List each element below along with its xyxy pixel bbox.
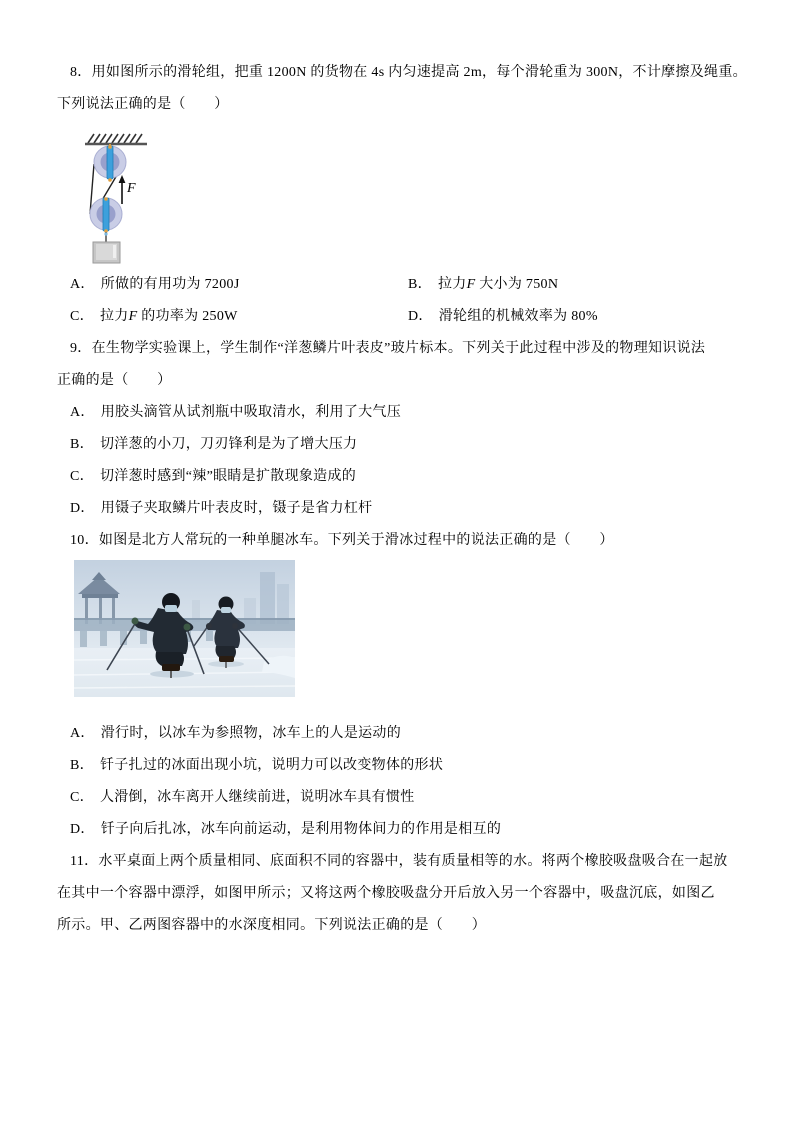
option-9d-text: 用镊子夹取鳞片叶表皮时，镊子是省力杠杆	[100, 501, 373, 516]
pulley-figure-svg	[70, 130, 154, 265]
option-10b	[57, 750, 737, 782]
option-8b-text-post: 大小为 750N	[475, 277, 559, 292]
option-10a-text: 滑行时，以冰车为参照物，冰车上的人是运动的	[100, 726, 402, 741]
option-9a	[57, 397, 737, 429]
question-11-line-1: 11．水平桌面上两个质量相同、底面积不同的容器中，装有质量相等的水。将两个橡胶吸盘吸合在一起放	[70, 854, 728, 869]
option-9a-text: 用胶头滴管从试剂瓶中吸取清水，利用了大气压	[100, 405, 402, 420]
option-10c-text: 人滑倒，冰车离开人继续前进，说明冰车具有惯性	[99, 790, 415, 805]
option-9d-key: D．	[70, 501, 95, 516]
option-8d	[395, 301, 737, 333]
question-8-line-2: 下列说法正确的是（ ）	[57, 97, 229, 112]
question-11	[57, 846, 737, 942]
option-10c-key: C．	[70, 790, 94, 805]
option-8a	[57, 269, 395, 301]
option-9b-text: 切洋葱的小刀，刀刃锋利是为了增大压力	[99, 437, 358, 452]
option-9d	[57, 493, 737, 525]
option-9c	[57, 461, 737, 493]
question-8-options-row-1	[57, 269, 737, 301]
option-8a-text: 所做的有用功为 7200J	[100, 277, 240, 292]
option-8c-force-symbol: F	[128, 309, 138, 324]
option-10a	[57, 718, 737, 750]
pulley-figure	[70, 130, 154, 265]
option-10b-key: B．	[70, 758, 94, 773]
option-9c-text: 切洋葱时感到“辣”眼睛是扩散现象造成的	[99, 469, 357, 484]
force-label: F	[127, 181, 136, 196]
fixed-pulley-icon	[94, 145, 126, 182]
option-10d	[57, 814, 737, 846]
option-8c-text-pre: 拉力	[99, 309, 129, 324]
force-arrow-icon	[119, 175, 126, 204]
option-8c	[57, 301, 395, 333]
question-8	[57, 57, 747, 333]
option-8d-key: D．	[408, 309, 433, 324]
question-10	[57, 525, 737, 846]
option-9c-key: C．	[70, 469, 94, 484]
option-9b	[57, 429, 737, 461]
question-10-line-1: 10．如图是北方人常玩的一种单腿冰车。下列关于滑冰过程中的说法正确的是（ ）	[70, 533, 614, 548]
option-9b-key: B．	[70, 437, 94, 452]
question-9	[57, 333, 737, 525]
option-8b	[395, 269, 737, 301]
option-8b-key: B．	[408, 277, 432, 292]
option-8b-text-pre: 拉力	[437, 277, 467, 292]
load-hook	[104, 232, 107, 235]
question-11-line-2: 在其中一个容器中漂浮，如图甲所示；又将这两个橡胶吸盘分开后放入另一个容器中，吸盘沉底，如图乙	[57, 886, 715, 901]
option-10b-text: 钎子扎过的冰面出现小坑，说明力可以改变物体的形状	[99, 758, 444, 773]
option-8c-text-post: 的功率为 250W	[137, 309, 238, 324]
option-10d-text: 钎子向后扎冰，冰车向前运动，是利用物体间力的作用是相互的	[100, 822, 502, 837]
question-9-line-1: 9．在生物学实验课上，学生制作“洋葱鳞片叶表皮”玻片标本。下列关于此过程中涉及的物理知识说法	[70, 341, 706, 356]
option-10a-key: A．	[70, 726, 95, 741]
option-8c-key: C．	[70, 309, 94, 324]
option-10d-key: D．	[70, 822, 95, 837]
option-10c	[57, 782, 737, 814]
option-9a-key: A．	[70, 405, 95, 420]
option-8b-force-symbol: F	[466, 277, 476, 292]
question-8-options-row-2	[57, 301, 737, 333]
ice-sled-photo-svg	[74, 560, 295, 697]
question-8-line-1: 8．用如图所示的滑轮组，把重 1200N 的货物在 4s 内匀速提高 2m，每个滑轮重为 300N，不计摩擦及绳重。	[70, 65, 747, 80]
question-11-line-3: 所示。甲、乙两图容器中的水深度相同。下列说法正确的是（ ）	[57, 918, 486, 933]
question-9-line-2: 正确的是（ ）	[57, 373, 172, 388]
movable-pulley-icon	[90, 197, 122, 233]
load-box-icon	[93, 242, 120, 263]
ice-sled-photo	[74, 560, 295, 697]
option-8a-key: A．	[70, 277, 95, 292]
ceiling-hatch-icon	[88, 134, 142, 143]
option-8d-text: 滑轮组的机械效率为 80%	[438, 309, 598, 324]
